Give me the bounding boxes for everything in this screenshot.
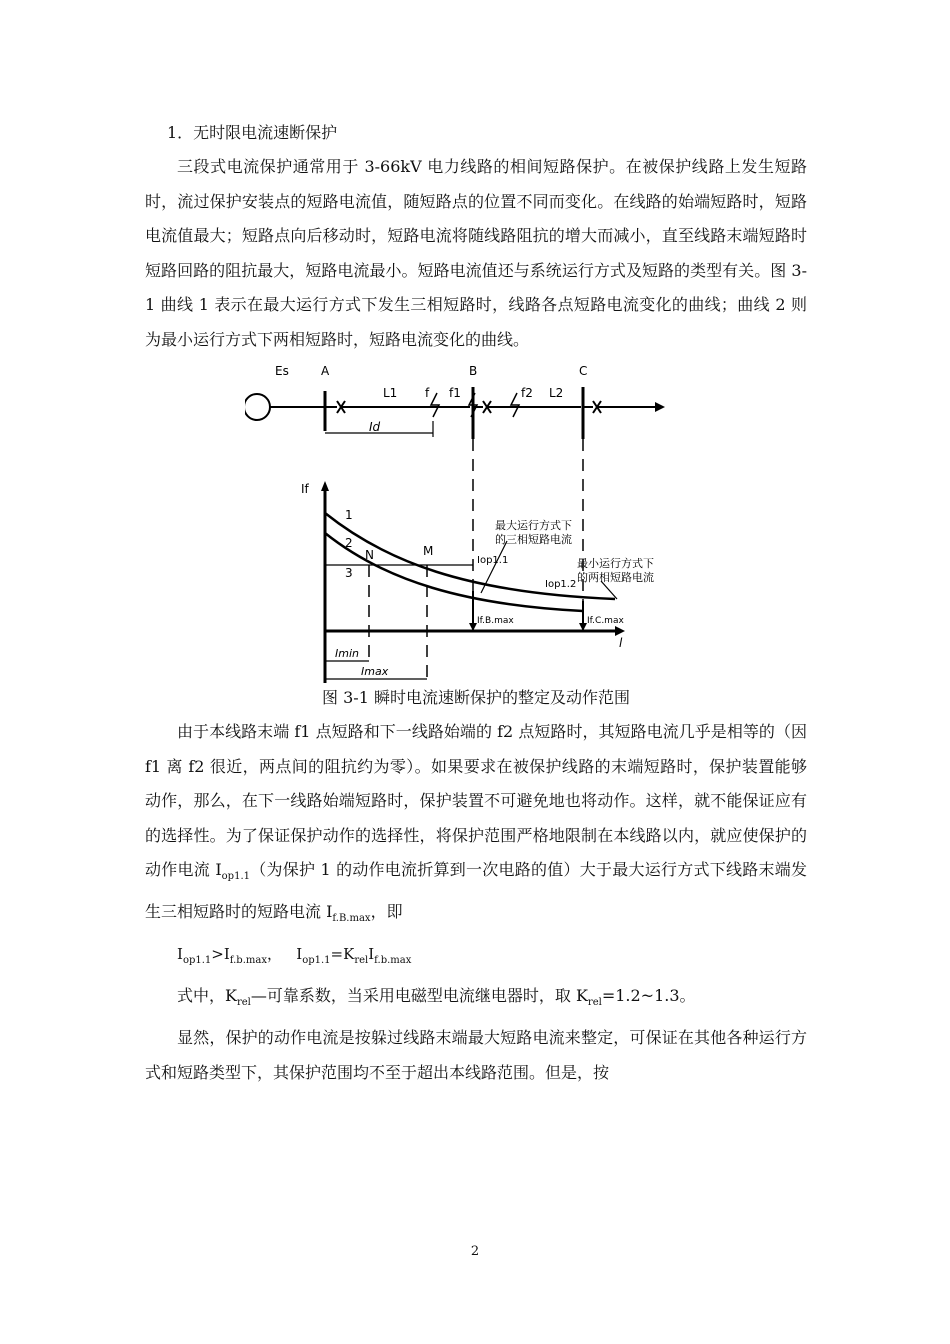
source-circle [245, 394, 270, 420]
label-b: B [469, 364, 478, 378]
label-l-axis: l [619, 636, 623, 650]
formula-gt: >I [211, 945, 230, 964]
formula-s1: op1.1 [182, 955, 212, 967]
paragraph-2 [145, 715, 807, 936]
label-curve-3: 3 [345, 566, 353, 580]
section-heading: 1．无时限电流速断保护 [167, 123, 338, 142]
paragraph-3-part-2: —可靠系数，当采用电磁型电流继电器时，取 K [250, 986, 588, 1006]
label-ifcmax: If.C.max [587, 616, 624, 626]
label-if-axis: If [301, 482, 309, 496]
formula-s3: op1.1 [302, 955, 331, 967]
fault-f1 [469, 393, 477, 417]
note-min-line-1: 最小运行方式下 [577, 557, 654, 570]
paragraph-2-part-3: ，即 [370, 901, 403, 921]
label-curve-1: 1 [345, 508, 353, 522]
formula-i1: I [177, 945, 183, 964]
paragraph-3 [145, 979, 807, 1021]
label-f2: f2 [521, 386, 533, 400]
label-es: Es [275, 364, 289, 378]
protection-diagram [245, 361, 665, 683]
subscript-op1-1: op1.1 [221, 871, 250, 883]
paragraph-1: 三段式电流保护通常用于 3-66kV 电力线路的相间短路保护。在被保护线路上发生短路时，流过保护安装点的短路电流值，随短路点的位置不同而变化。在线路的始端短路时，短路电流值最大；短路点向后移动时，短路电流将随线路阻抗的增大而减小，直至线路末端短路时短路回路的阻抗最大，短路电流最小。短路电流值还与系统运行方式及短路的类型有关。图 3-1 曲线 1 表示在最大运行方式下发生三相短路时，线路各点短路电流变化的曲线；曲线 2 则为最小运行方式下两相短路时，短路电流变化的曲线。 [145, 157, 807, 349]
label-f1: f1 [449, 386, 461, 400]
label-c: C [579, 364, 588, 378]
label-curve-2: 2 [345, 536, 353, 550]
figure-caption: 图 3-1 瞬时电流速断保护的整定及动作范围 [322, 688, 630, 707]
label-l2: L2 [549, 386, 564, 400]
formula-s4: rel [354, 955, 369, 967]
formula-s5: f.b.max [374, 955, 412, 967]
label-ld: Id [369, 420, 381, 434]
formula [177, 936, 807, 979]
note-min-line-2: 的两相短路电流 [577, 571, 654, 584]
fault-f2 [511, 393, 519, 417]
paragraph-3-part-3: =1.2~1.3。 [601, 986, 696, 1006]
subscript-rel-1: rel [236, 997, 251, 1009]
note-max-line-2: 的三相短路电流 [495, 533, 572, 546]
figure-3-1 [145, 361, 807, 683]
label-m: M [423, 544, 434, 558]
label-lmax: Imax [361, 665, 389, 678]
paragraph-2-part-1: 由于本线路末端 f1 点短路和下一线路始端的 f2 点短路时，其短路电流几乎是相等的（因 f1 离 f2 很近，两点间的阻抗约为零）。如果要求在被保护线路的末端短路时，保护装置能够动作，那么，在下一线路始端短路时，保护装置不可避免地也将动作。这样，就不能保证应有的选择性。为了保证保护动作的选择性，将保护范围严格地限制在本线路以内，就应使保护的动作电流 I [145, 722, 807, 879]
label-n: N [365, 548, 374, 562]
paragraph-3-part-1: 式中，K [177, 986, 237, 1006]
label-lmin: Imin [335, 647, 359, 660]
formula-eq: =K [330, 945, 355, 964]
formula-sep: ， [266, 945, 282, 964]
formula-s2: f.b.max [229, 955, 267, 967]
label-a: A [321, 364, 330, 378]
formula-i3: I [368, 945, 375, 964]
fault-f [431, 393, 439, 417]
formula-i2: I [296, 945, 303, 964]
label-iop12: Iop1.2 [545, 579, 577, 590]
label-l1: L1 [383, 386, 398, 400]
page-content [145, 116, 807, 1090]
subscript-rel-2: rel [587, 997, 602, 1009]
subscript-fbmax: f.B.max [332, 912, 371, 924]
note-max-line-1: 最大运行方式下 [495, 519, 572, 532]
page-number: 2 [470, 1244, 480, 1259]
paragraph-2-part-2: （为保护 1 的动作电流折算到一次电路的值）大于最大运行方式下线路末端发生三相短路时的短路电流 I [145, 860, 807, 921]
label-iop11: Iop1.1 [477, 555, 509, 566]
paragraph-4: 显然，保护的动作电流是按躲过线路末端最大短路电流来整定，可保证在其他各种运行方式和短路类型下，其保护范围均不至于超出本线路范围。但是，按 [145, 1028, 807, 1082]
label-f: f [425, 386, 430, 400]
label-ifbmax: If.B.max [477, 616, 514, 626]
